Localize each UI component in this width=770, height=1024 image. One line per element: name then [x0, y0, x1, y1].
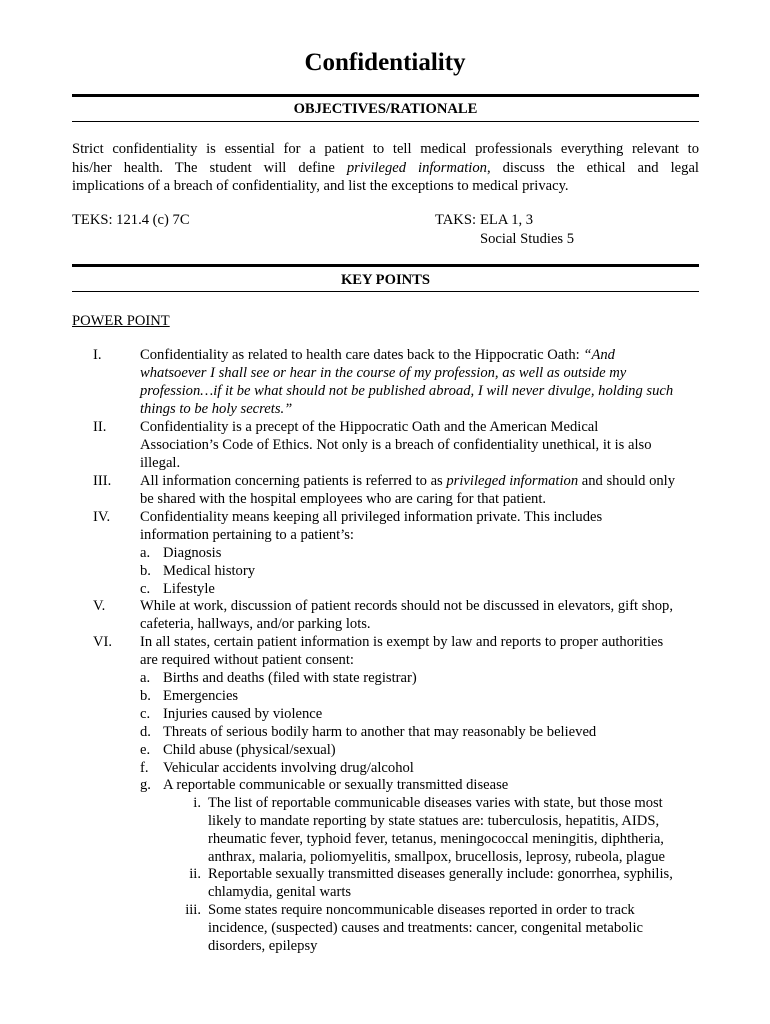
outline-line: Confidentiality means keeping all privileged information private. This includes: [140, 509, 603, 525]
oath-quote-text: whatsoever I shall see or hear in the course of my profession, as well as outside my: [140, 364, 627, 381]
objectives-line-1: Strict confidentiality is essential for a patient to tell medical professionals everything relevant to: [72, 141, 699, 157]
outline-text: [140, 347, 700, 419]
objectives-paragraph: [72, 140, 699, 196]
outline-number: V.: [93, 598, 106, 614]
sub-item-letter: f.: [140, 760, 149, 776]
sub-item-text: Threats of serious bodily harm to another that may reasonably be believed: [163, 724, 597, 740]
sub-item-letter: b.: [140, 688, 151, 704]
sub-item-letter: c.: [140, 581, 151, 597]
keypoints-heading: KEY POINTS: [340, 272, 431, 288]
sub-item-text: Child abuse (physical/sexual): [163, 742, 336, 758]
outline-number: III.: [93, 473, 112, 489]
oath-quote-line: [140, 383, 700, 401]
objectives-line-3: implications of a breach of confidentiality, and list the exceptions to medical privacy.: [72, 178, 569, 195]
divider-top-keypoints: [72, 264, 699, 267]
outline-number: I.: [93, 347, 102, 363]
outline-line: In all states, certain patient information is exempt by law and reports to proper authorities: [140, 634, 664, 650]
oath-quote-text: profession…if it be what should not be published abroad, I will never divulge, holding such: [140, 382, 674, 399]
outline-number: II.: [93, 419, 107, 435]
privileged-information-term: privileged information: [446, 473, 579, 489]
outline-line: are required without patient consent:: [140, 651, 354, 668]
outline-line: incidence, (suspected) causes and treatments: cancer, congenital metabolic: [208, 919, 644, 936]
outline-number: VI.: [93, 634, 113, 650]
privileged-information-term: privileged information: [346, 159, 487, 176]
sub-item-letter: a.: [140, 670, 151, 686]
sub-item-letter: e.: [140, 742, 151, 758]
outline-text: [140, 419, 700, 473]
sub-item-text: Medical history: [163, 563, 256, 579]
outline-line: disorders, epilepsy: [208, 937, 318, 954]
objectives-line-2-start: his/her health. The student will define: [72, 159, 347, 176]
oath-quote-text: things to be holy secrets.”: [140, 400, 293, 417]
objectives-line-2: [72, 159, 699, 178]
taks-label: TAKS:: [435, 212, 476, 228]
outline-line: cafeteria, hallways, and/or parking lots.: [140, 615, 371, 632]
outline-line: chlamydia, genital warts: [208, 883, 352, 900]
outline-line: Reportable sexually transmitted diseases generally include: gonorrhea, syphilis,: [208, 866, 673, 882]
sub-item-letter: d.: [140, 724, 151, 740]
sub-sub-item-text: [208, 902, 703, 956]
outline-line: Association’s Code of Ethics. Not only is a breach of confidentiality unethical, it is also: [140, 436, 652, 453]
teks-standard: TEKS: 121.4 (c) 7C: [72, 212, 190, 228]
outline-line: Some states require noncommunicable diseases reported in order to track: [208, 902, 635, 918]
sub-item-text: A reportable communicable or sexually transmitted disease: [163, 777, 509, 793]
sub-item-text: Injuries caused by violence: [163, 706, 323, 722]
objectives-line-2-end: , discuss the ethical and legal: [486, 159, 699, 176]
outline-line: [140, 473, 700, 491]
sub-item-letter: c.: [140, 706, 151, 722]
outline-line-start: Confidentiality as related to health care dates back to the Hippocratic Oath:: [140, 347, 584, 363]
sub-item-text: Births and deaths (filed with state registrar): [163, 670, 417, 686]
sub-sub-item-text: [208, 866, 703, 902]
outline-line: [140, 347, 700, 365]
taks-ela: ELA 1, 3: [480, 212, 534, 228]
outline-line: likely to mandate reporting by state statues are: tuberculosis, hepatitis, AIDS,: [208, 812, 660, 829]
sub-item-letter: a.: [140, 545, 151, 561]
outline-line-end: and should only: [578, 473, 676, 489]
sub-item-text: Vehicular accidents involving drug/alcohol: [163, 760, 414, 776]
sub-item-text: Lifestyle: [163, 581, 215, 597]
outline-text: [140, 509, 700, 545]
sub-item-text: Emergencies: [163, 688, 239, 704]
divider-top-objectives: [72, 94, 699, 97]
outline-line: rheumatic fever, typhoid fever, tetanus, meningococcal meningitis, diphtheria,: [208, 830, 664, 847]
divider-bottom-objectives: [72, 121, 699, 122]
divider-bottom-keypoints: [72, 291, 699, 292]
sub-item-text: Diagnosis: [163, 545, 222, 561]
sub-sub-item-text: [208, 795, 703, 867]
outline-text: [140, 473, 700, 509]
oath-quote-line: [140, 401, 700, 419]
sub-sub-item-number: ii.: [189, 866, 201, 882]
sub-sub-item-number: iii.: [185, 902, 201, 918]
sub-sub-item-number: i.: [193, 795, 201, 811]
page-title: Confidentiality: [304, 49, 466, 76]
outline-number: IV.: [93, 509, 111, 525]
outline-line: The list of reportable communicable diseases varies with state, but those most: [208, 795, 663, 811]
outline-text: [140, 634, 700, 670]
sub-item-letter: b.: [140, 563, 151, 579]
outline-line-start: All information concerning patients is referred to as: [140, 473, 447, 489]
outline-line: be shared with the hospital employees who are caring for that patient.: [140, 490, 547, 507]
outline-text: [140, 598, 700, 634]
outline-line: Confidentiality is a precept of the Hippocratic Oath and the American Medical: [140, 419, 599, 435]
power-point-label: POWER POINT: [72, 313, 170, 329]
taks-social-studies: Social Studies 5: [480, 231, 575, 247]
oath-quote-line: [140, 365, 700, 383]
objectives-heading: OBJECTIVES/RATIONALE: [293, 101, 478, 117]
outline-line: anthrax, malaria, poliomyelitis, smallpox, brucellosis, leprosy, rubeola, plague: [208, 848, 666, 865]
oath-quote-start: “And: [583, 347, 615, 363]
outline-line: illegal.: [140, 454, 181, 471]
outline-line: While at work, discussion of patient records should not be discussed in elevators, gift shop,: [140, 598, 673, 614]
sub-item-letter: g.: [140, 777, 151, 793]
outline-line: information pertaining to a patient’s:: [140, 526, 354, 543]
